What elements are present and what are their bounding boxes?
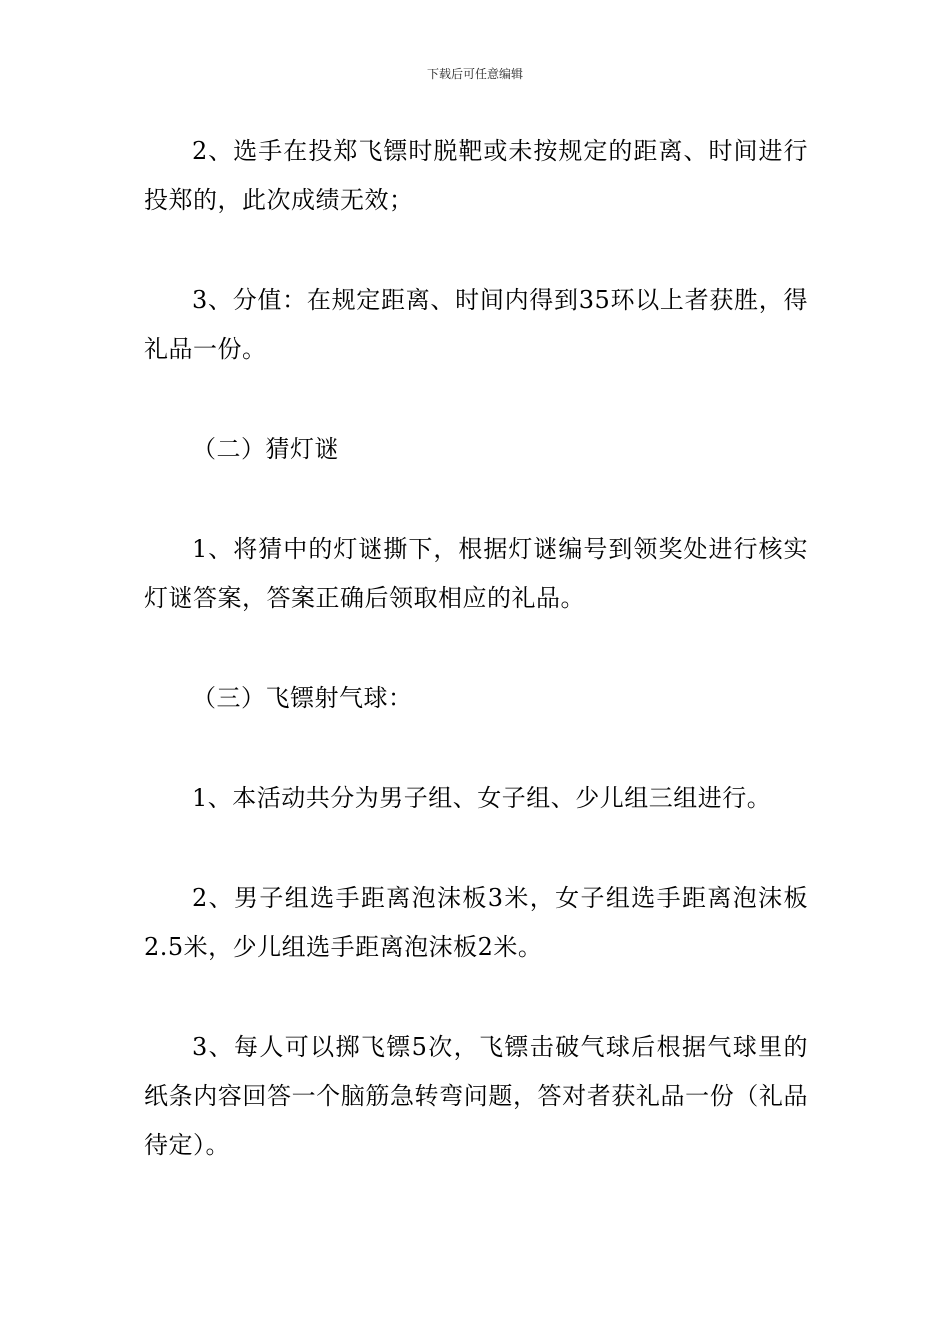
paragraph-balloon-rule-3: 3、每人可以掷飞镖5次，飞镖击破气球后根据气球里的纸条内容回答一个脑筋急转弯问题，答对者获礼品一份（礼品待定）。	[144, 1033, 808, 1159]
paragraph-riddle-rule-1: 1、将猜中的灯谜撕下，根据灯谜编号到领奖处进行核实灯谜答案，答案正确后领取相应的礼品。	[144, 535, 808, 612]
section-heading-lantern-riddles: （二）猜灯谜	[192, 435, 339, 463]
document-body	[144, 127, 808, 1170]
paragraph-balloon-rule-2: 2、男子组选手距离泡沫板3米，女子组选手距离泡沫板2.5米，少儿组选手距离泡沫板2米。	[144, 884, 808, 961]
paragraph-rule-3-scoring: 3、分值：在规定距离、时间内得到35环以上者获胜，得礼品一份。	[144, 286, 808, 363]
paragraph-rule-2-invalid-throw: 2、选手在投郑飞镖时脱靶或未按规定的距离、时间进行投郑的，此次成绩无效；	[144, 137, 808, 214]
paragraph-balloon-rule-1: 1、本活动共分为男子组、女子组、少儿组三组进行。	[192, 784, 772, 812]
section-heading-dart-balloons: （三）飞镖射气球：	[192, 684, 413, 712]
page-header: 下载后可任意编辑	[426, 67, 523, 81]
